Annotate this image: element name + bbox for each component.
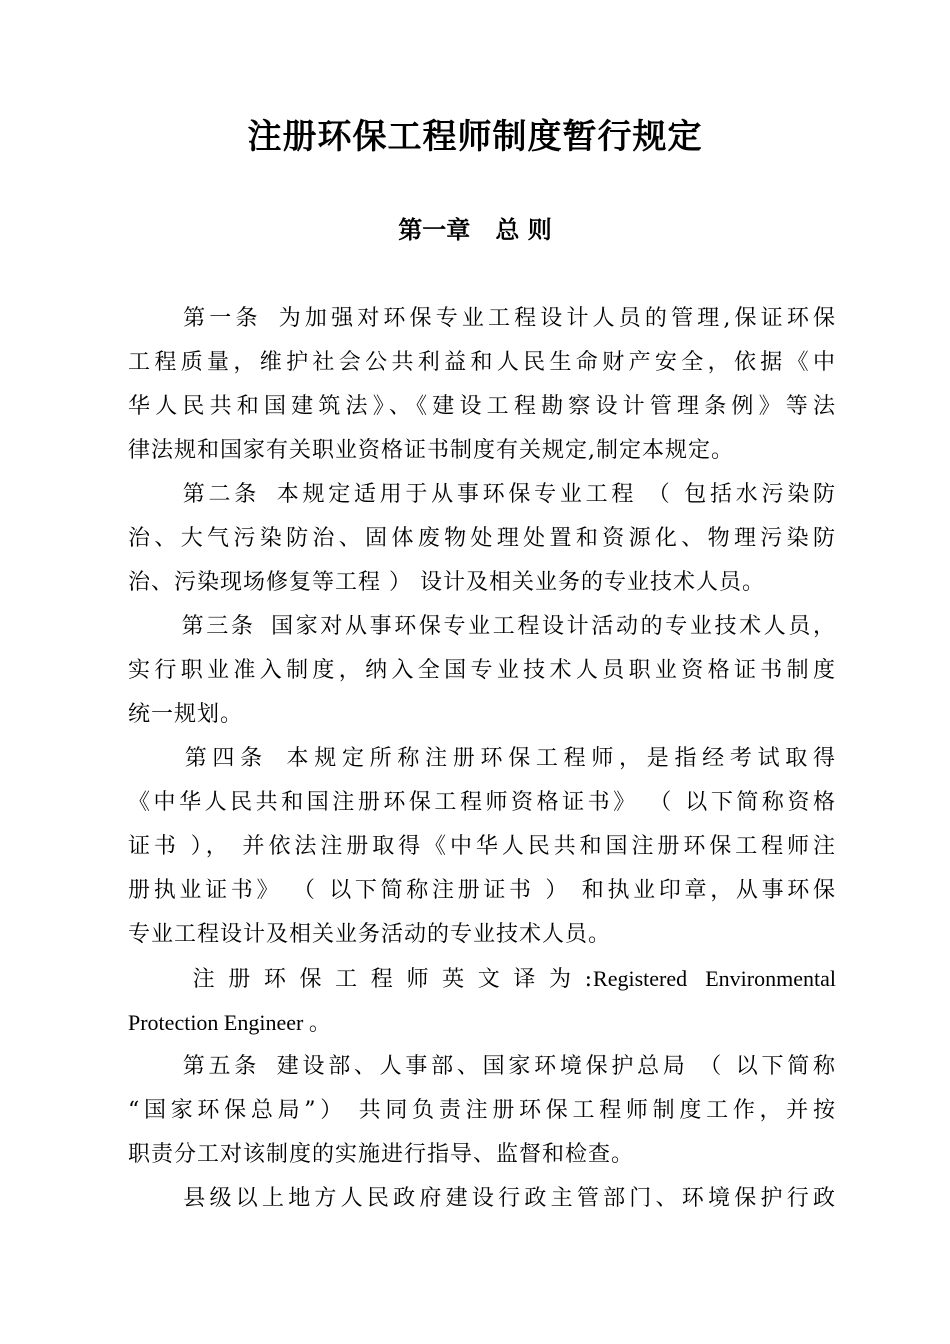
article-3-line-2: 实行职业准入制度，纳入全国专业技术人员职业资格证书制度	[128, 658, 836, 683]
english-name-intro: 注册环保工程师英文译为:	[180, 967, 594, 992]
article-3-number: 第三条	[180, 614, 256, 639]
article-2-line-3: 治、污染现场修复等工程 ） 设计及相关业务的专业技术人员。	[128, 570, 765, 595]
article-2-line-2: 治、大气污染防治、固体废物处理处置和资源化、物理污染防	[128, 526, 836, 551]
document-body	[128, 297, 836, 1221]
article-1-text-1: 为加强对环保专业工程设计人员的管理,保证环保	[275, 306, 836, 331]
article-5-text-1: 建设部、人事部、国家环境保护总局 （ 以下简称	[273, 1054, 836, 1079]
article-3-line-3: 统一规划。	[128, 702, 244, 727]
article-5-number: 第五条	[180, 1054, 260, 1079]
article-4-line-1	[128, 737, 836, 781]
english-name-part-1: Registered Environmental	[593, 966, 836, 991]
english-name-line-1	[128, 957, 836, 1001]
article-4-number: 第四条	[180, 746, 268, 771]
article-5-line-3: 职责分工对该制度的实施进行指导、监督和检查。	[128, 1142, 635, 1167]
article-4-text-1: 本规定所称注册环保工程师，是指经考试取得	[281, 746, 836, 771]
article-4-line-5: 专业工程设计及相关业务活动的专业技术人员。	[128, 922, 612, 947]
article-2-number: 第二条	[180, 482, 260, 507]
english-name-line-2: Protection Engineer 。	[128, 1010, 331, 1035]
article-5-line-2: “国家环保总局”） 共同负责注册环保工程师制度工作，并按	[128, 1098, 836, 1123]
paragraph-last-line-1	[128, 1177, 836, 1221]
article-1-line-1	[128, 297, 836, 341]
article-3-text-1: 国家对从事环保专业工程设计活动的专业技术人员，	[269, 614, 836, 639]
article-4-line-3: 证书 ）， 并依法注册取得《中华人民共和国注册环保工程师注	[128, 834, 836, 859]
article-1-line-2: 工程质量，维护社会公共利益和人民生命财产安全，依据《中	[128, 350, 836, 375]
article-3-line-1	[128, 605, 836, 649]
chapter-name: 总 则	[495, 215, 552, 244]
article-4-line-2: 《中华人民共和国注册环保工程师资格证书》 （ 以下简称资格	[128, 790, 836, 815]
article-1-line-3: 华人民共和国建筑法》、《建设工程勘察设计管理条例》等法	[128, 394, 836, 419]
article-1-line-4: 律法规和国家有关职业资格证书制度有关规定,制定本规定。	[128, 438, 734, 463]
article-2-text-1: 本规定适用于从事环保专业工程 （ 包括水污染防	[273, 482, 836, 507]
document-title: 注册环保工程师制度暂行规定	[247, 117, 703, 157]
chapter-label: 第一章	[398, 215, 471, 244]
paragraph-last-text: 县级以上地方人民政府建设行政主管部门、环境保护行政	[180, 1186, 836, 1211]
article-2-line-1	[128, 473, 836, 517]
chapter-heading	[0, 208, 950, 252]
article-4-line-4: 册执业证书》 （ 以下简称注册证书 ） 和执业印章，从事环保	[128, 878, 836, 903]
article-5-line-1	[128, 1045, 836, 1089]
article-1-number: 第一条	[180, 306, 262, 331]
